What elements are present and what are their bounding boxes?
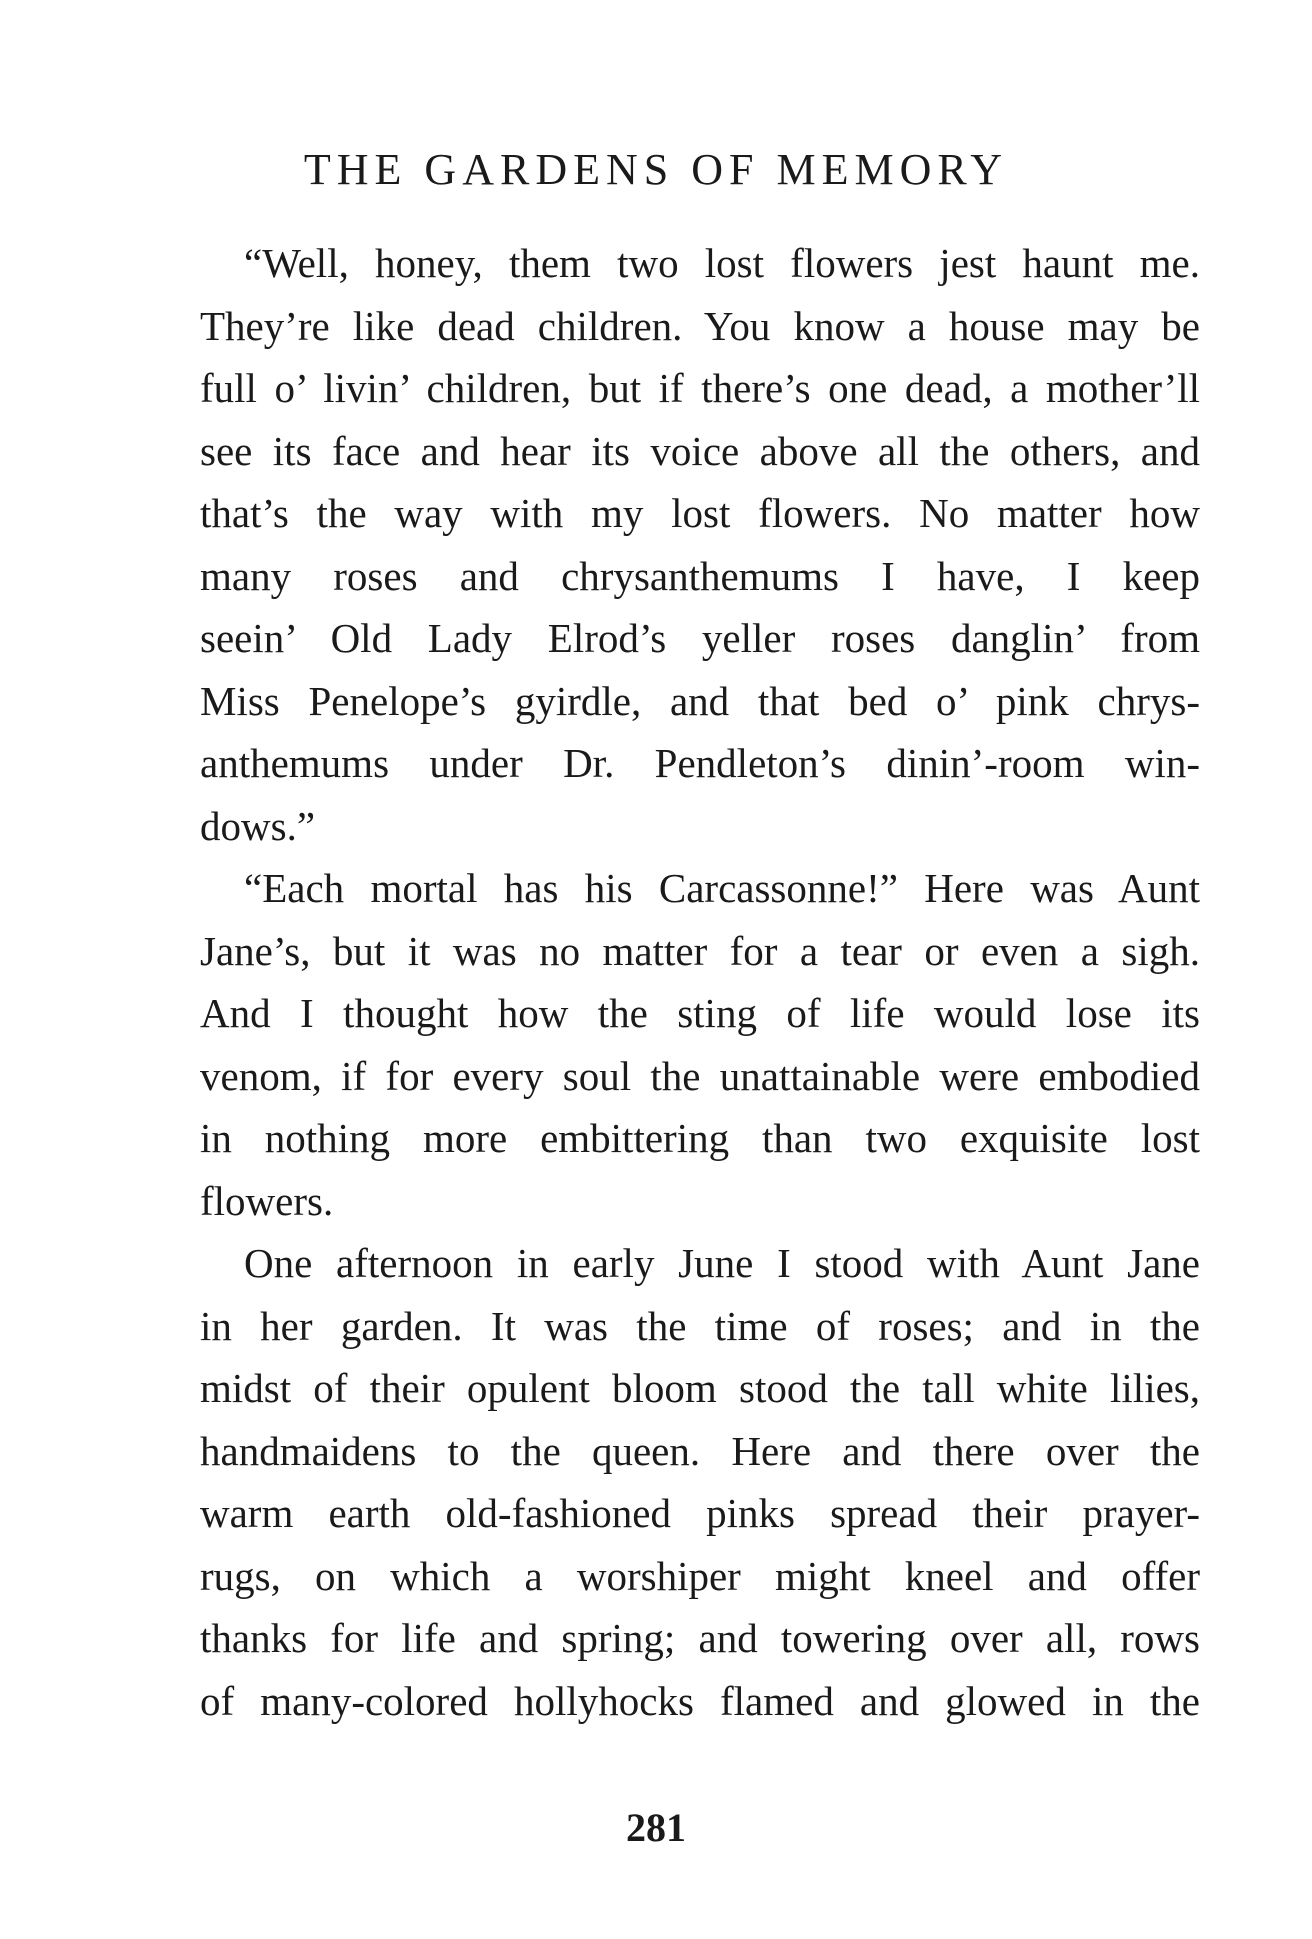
text-line: venom, if for every soul the unattainable were embodied <box>200 1052 1200 1099</box>
paragraph <box>200 857 1200 1232</box>
text-line: flowers. <box>200 1177 334 1224</box>
text-line: “Each mortal has his Carcassonne!” Here was Aunt <box>244 865 1200 911</box>
text-line: seein’ Old Lady Elrod’s yeller roses danglin’ from <box>200 615 1200 661</box>
text-line: “Well, honey, them two lost flowers jest haunt me. <box>244 240 1200 286</box>
text-line: that’s the way with my lost flowers. No matter how <box>200 490 1200 536</box>
text-line: Jane’s, but it was no matter for a tear or even a sigh. <box>200 927 1200 974</box>
text-line: many roses and chrysanthemums I have, I keep <box>200 552 1200 599</box>
text-line: of many-colored hollyhocks flamed and glowed in the <box>200 1677 1200 1724</box>
text-line: One afternoon in early June I stood with Aunt Jane <box>244 1240 1200 1286</box>
text-line: And I thought how the sting of life would lose its <box>200 990 1200 1036</box>
text-line: full o’ livin’ children, but if there’s one dead, a mother’ll <box>200 365 1200 411</box>
paragraph <box>200 1232 1200 1732</box>
text-line: see its face and hear its voice above all the others, and <box>200 427 1200 474</box>
text-line: in her garden. It was the time of roses; and in the <box>200 1302 1200 1349</box>
text-line: rugs, on which a worshiper might kneel and offer <box>200 1552 1200 1599</box>
text-line: warm earth old-fashioned pinks spread their prayer- <box>200 1490 1200 1536</box>
text-line: They’re like dead children. You know a house may be <box>200 302 1200 349</box>
running-head: THE GARDENS OF MEMORY <box>303 145 1009 194</box>
text-line: Miss Penelope’s gyirdle, and that bed o’ pink chrys- <box>200 677 1200 724</box>
text-line: dows.” <box>200 802 316 849</box>
text-line: handmaidens to the queen. Here and there over the <box>200 1427 1200 1474</box>
paragraph <box>200 232 1200 857</box>
text-line: thanks for life and spring; and towering over all, rows <box>200 1615 1200 1661</box>
page-number: 281 <box>626 1805 686 1850</box>
text-line: anthemums under Dr. Pendleton’s dinin’-room win- <box>200 740 1200 786</box>
text-line: midst of their opulent bloom stood the tall white lilies, <box>200 1365 1200 1411</box>
body-text <box>200 232 1200 1732</box>
text-line: in nothing more embittering than two exquisite lost <box>200 1115 1200 1161</box>
